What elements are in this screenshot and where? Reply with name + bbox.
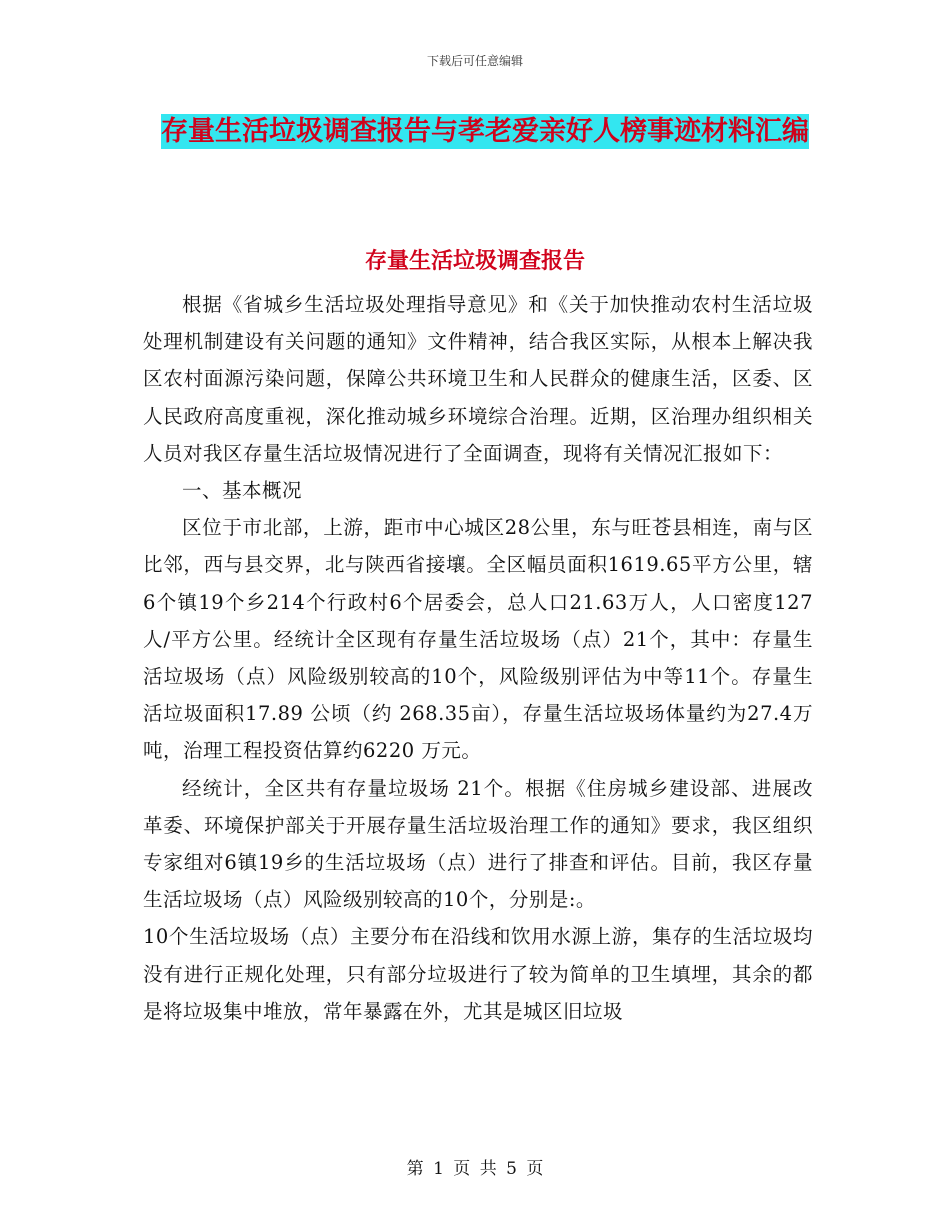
page-header-note: 下载后可任意编辑 — [426, 54, 523, 68]
section-heading: 一、基本概况 — [182, 479, 303, 503]
paragraph: 经统计，全区共有存量垃圾场 21个。根据《住房城乡建设部、进展改革委、环境保护部关于开展存量生活垃圾治理工作的通知》要求，我区组织专家组对6镇19乡的生活垃圾场（点）进行了排查和评估。目前，我区存量生活垃圾场（点）风险级别较高的10个，分别是:。 — [143, 776, 813, 912]
main-title-text: 存量生活垃圾调查报告与孝老爱亲好人榜事迹材料汇编 — [161, 116, 809, 147]
paragraph: 10个生活垃圾场（点）主要分布在沿线和饮用水源上游，集存的生活垃圾均没有进行正规化处理，只有部分垃圾进行了较为简单的卫生填埋，其余的都是将垃圾集中堆放，常年暴露在外，尤其是城区旧垃圾 — [143, 925, 813, 1023]
document-main-title — [140, 108, 830, 156]
page-footer: 第 1 页 共 5 页 — [406, 1159, 544, 1179]
paragraph: 区位于市北部，上游，距市中心城区28公里，东与旺苍县相连，南与区比邻，西与县交界，北与陕西省接壤。全区幅员面积1619.65平方公里，辖6个镇19个乡214个行政村6个居委会，总人口21.63万人，人口密度127人/平方公里。经统计全区现有存量生活垃圾场（点）21个，其中：存量生活垃圾场（点）风险级别较高的10个，风险级别评估为中等11个。存量生活垃圾面积17.89 公顷（约 268.35亩），存量生活垃圾场体量约为27.4万吨，治理工程投资估算约6220 万元。 — [143, 516, 813, 763]
paragraph: 根据《省城乡生活垃圾处理指导意见》和《关于加快推动农村生活垃圾处理机制建设有关问题的通知》文件精神，结合我区实际，从根本上解决我区农村面源污染问题，保障公共环境卫生和人民群众的健康生活，区委、区人民政府高度重视，深化推动城乡环境综合治理。近期，区治理办组织相关人员对我区存量生活垃圾情况进行了全面调查，现将有关情况汇报如下： — [143, 293, 813, 465]
section-title: 存量生活垃圾调查报告 — [364, 249, 585, 274]
document-body — [143, 286, 813, 1030]
